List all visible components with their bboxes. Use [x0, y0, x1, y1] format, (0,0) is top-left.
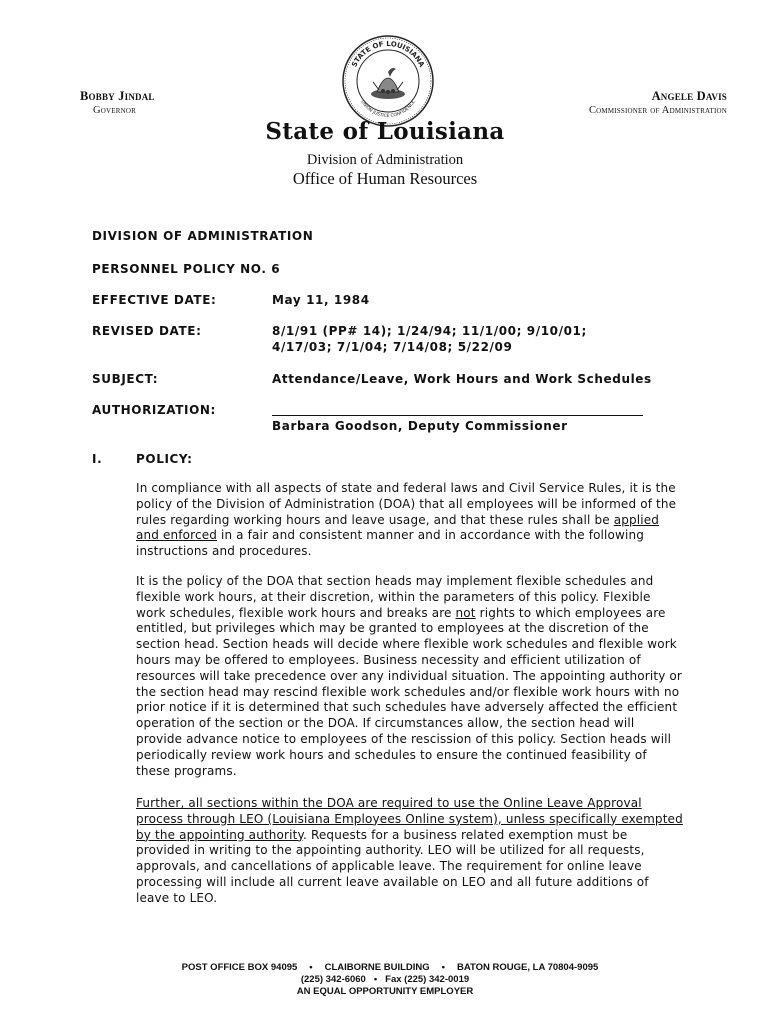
paragraph-1-text-a: In compliance with all aspects of state and federal laws and Civil Service Rules, it is the policy of the Division of Administration (DOA) that all employees will be informed of the rules regarding working hours and leave usage, and that these rules shall be [136, 481, 677, 527]
governor-block [80, 88, 155, 118]
signature-line [272, 415, 643, 416]
governor-name: Bobby Jindal [80, 89, 155, 103]
footer-phone-line [0, 974, 770, 986]
subject-value: Attendance/Leave, Work Hours and Work Schedules [272, 372, 652, 386]
section-title: POLICY: [136, 452, 193, 466]
policy-number [92, 261, 280, 277]
org-heading [92, 228, 313, 244]
revised-date-label: REVISED DATE: [92, 324, 202, 338]
state-title: State of Louisiana [265, 118, 505, 145]
division-name: Division of Administration [306, 152, 464, 168]
footer-eoe: AN EQUAL OPPORTUNITY EMPLOYER [296, 986, 474, 997]
footer-bullet-3: • [373, 974, 378, 985]
paragraph-3-text-b: . Requests for a business related exemption must be provided in writing to the appointing authority. LEO will be utilized for all requests, approvals, and cancellations of applicable leave. The requirement for online leave processing will include all current leave available on LEO and all future additions of leave to LEO. [136, 827, 649, 905]
footer-phone: (225) 342-6060 [300, 974, 366, 985]
commissioner-block [589, 88, 727, 118]
org-label: DIVISION OF ADMINISTRATION [92, 229, 314, 243]
governor-title: Governor [93, 105, 137, 116]
footer-bullet-2: • [441, 962, 445, 973]
effective-date-label: EFFECTIVE DATE: [92, 293, 217, 307]
section-number: I. [92, 452, 103, 466]
authorization-label: AUTHORIZATION: [92, 403, 216, 417]
louisiana-state-seal [341, 34, 435, 128]
letterhead-footer [0, 962, 770, 998]
revised-date-row [92, 323, 692, 354]
effective-date-row [92, 292, 692, 308]
footer-building: CLAIBORNE BUILDING [324, 962, 430, 973]
paragraph-2-text-b: rights to which employees are entitled, but privileges which may be granted to employees at the discretion of the section head. Section heads will decide where flexible work schedules and flexible work hours may be offered to employees. Business necessity and efficient utilization of resources will take precedence over any individual situation. The appointing authority or the section head may rescind flexible work schedules and/or flexible work hours with no prior notice if it is determined that such schedules have adversely affected the efficient operation of the section or the DOA. If circumstances allow, the section head will provide advance notice to employees of the rescission of this policy. Section heads will periodically review work hours and schedules to ensure the continued feasibility of these programs. [136, 605, 682, 778]
effective-date-value: May 11, 1984 [272, 293, 370, 307]
paragraph-1-text-b: in a fair and consistent manner and in accordance with the following instructions and procedures. [136, 528, 644, 559]
commissioner-name: Angele Davis [651, 89, 727, 103]
policy-number-label: PERSONNEL POLICY NO. 6 [92, 262, 281, 276]
paragraph-3-underlined: Further, all sections within the DOA are required to use the Online Leave Approval process through LEO (Louisiana Employees Online system), unless specifically exempted by the appointing authority [136, 796, 683, 842]
section-heading [92, 451, 692, 467]
revised-date-value-1: 8/1/91 (PP# 14); 1/24/94; 11/1/00; 9/10/01; [272, 324, 587, 338]
subject-label: SUBJECT: [92, 372, 159, 386]
seal-text-top: STATE OF LOUISIANA [350, 39, 426, 69]
svg-text:UNION JUSTICE CONFIDENCE [359, 99, 416, 119]
paragraph-1-underlined: applied and enforced [136, 512, 660, 543]
revised-date-value-2: 4/17/03; 7/1/04; 7/14/08; 5/22/09 [272, 340, 513, 354]
paragraph-2 [136, 574, 684, 779]
seal-text-bottom: UNION JUSTICE CONFIDENCE [359, 99, 417, 120]
footer-address-line [0, 962, 770, 974]
subject-row [92, 371, 692, 387]
footer-po-box: POST OFFICE BOX 94095 [181, 962, 298, 973]
paragraph-2-underlined: not [455, 605, 476, 620]
footer-bullet-1: • [309, 962, 313, 973]
office-name: Office of Human Resources [292, 169, 478, 188]
footer-city: BATON ROUGE, LA 70804-9095 [456, 962, 599, 973]
commissioner-title: Commissioner of Administration [588, 105, 727, 116]
authorization-value: Barbara Goodson, Deputy Commissioner [272, 419, 568, 433]
paragraph-3 [136, 796, 684, 907]
footer-fax: Fax (225) 342-0019 [385, 974, 470, 985]
paragraph-2-text-a: It is the policy of the DOA that section heads may implement flexible schedules and flexible work hours, at their discretion, within the parameters of this policy. Flexible work schedules, flexible work hours and breaks are [136, 574, 654, 620]
paragraph-1 [136, 481, 684, 560]
authorization-row [92, 402, 692, 433]
